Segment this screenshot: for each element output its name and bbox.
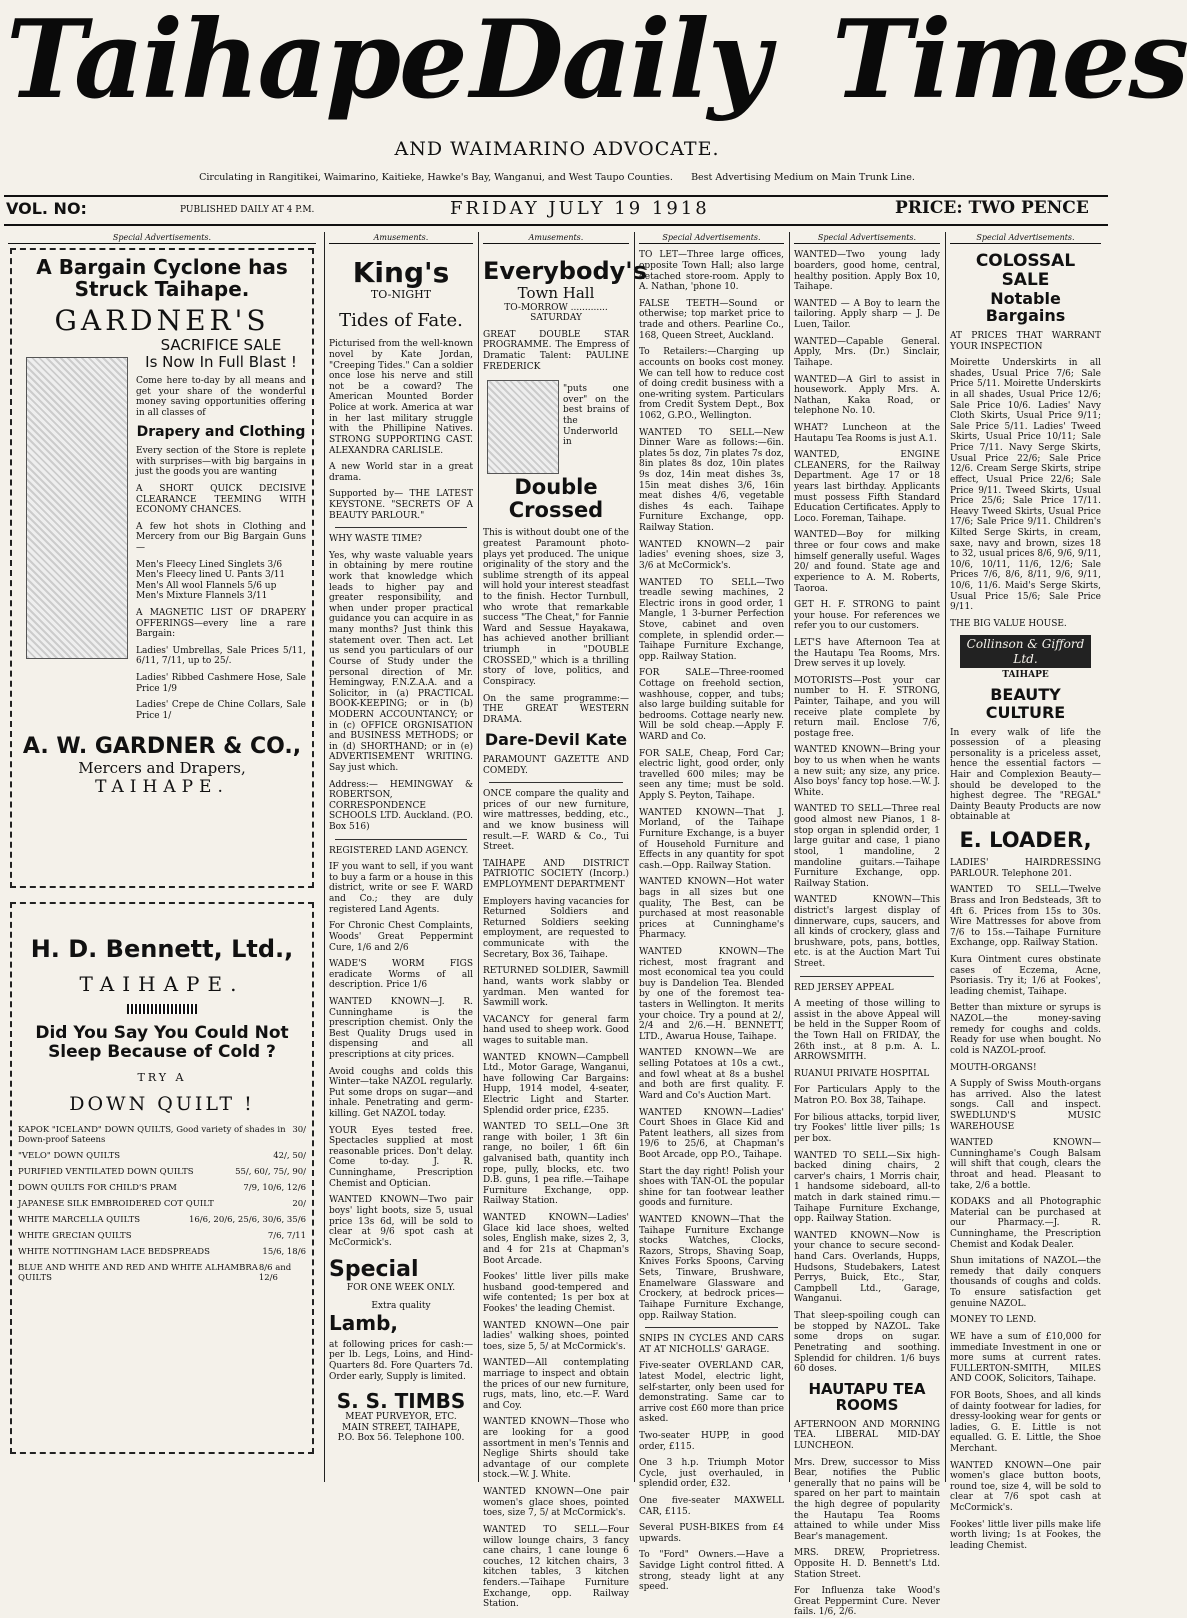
ad-text: WANTED TO SELL—Twelve Brass and Iron Bedsteads, 3ft to 4ft 6. Prices from 15s to 30s. Wire Mattresses for above from 7/6 to 15s.—Taihape Furniture Exchange, opp. Railway Station. — [950, 885, 1101, 949]
gardner-name: GARDNER'S — [54, 304, 270, 338]
ad-text: Five-seater OVERLAND CAR, latest Model, electric light, self-starter, only been used for demonstrating. Same car to arrive cost £60 more than price asked. — [639, 1361, 784, 1425]
gardner-firm: A. W. GARDNER & CO., — [22, 734, 302, 760]
quilt-price: 15/6, 18/6 — [262, 1247, 306, 1258]
quilt-desc: WHITE GRECIAN QUILTS — [18, 1231, 132, 1242]
big-value: THE BIG VALUE HOUSE. — [950, 618, 1067, 629]
timbs-line: MEAT PURVEYOR, ETC. — [345, 1412, 457, 1423]
ornament — [127, 1004, 197, 1014]
ad-text: WHAT? Luncheon at the Hautapu Tea Rooms is just A.1. — [794, 422, 940, 444]
gardner-heading-2: A SHORT QUICK DECISIVE CLEARANCE TEEMING WITH ECONOMY CHANCES. — [136, 483, 306, 516]
ad-text: FOR Boots, Shoes, and all kinds of dainty footwear for ladies, for dressy-looking wear for gents or ladies, G. E. Little is not equalled. G. E. Little, the Shoe Merchant. — [950, 1390, 1101, 1454]
column-head: Special Advertisements. — [950, 232, 1101, 244]
quilt-price: 30/ — [292, 1125, 306, 1136]
men-list-4: Men's Mixture Flannels 3/11 — [136, 591, 268, 602]
separator — [489, 782, 623, 783]
ad-text: LET'S have Afternoon Tea at the Hautapu Tea Rooms, Mrs. Drew serves it up lovely. — [794, 637, 940, 670]
column-head: Amusements. — [483, 232, 629, 244]
ad-text: WANTED KNOWN—2 pair ladies' evening shoes, size 3, 3/6 at McCormick's. — [639, 539, 784, 571]
ad-text: Start the day right! Polish your shoes with TAN-OL the popular shine for tan footwear leather goods and furniture. — [639, 1166, 784, 1209]
quilt-row — [18, 1215, 306, 1225]
kings-text-3: Supported by— THE LATEST KEYSTONE. "SECRETS OF A BEAUTY PARLOUR." — [329, 489, 473, 521]
gardner-text-2: Every section of the Store is replete with surprises—with big bargains in just the goods you are wanting — [136, 446, 306, 478]
bennett-ad — [10, 902, 314, 1454]
ad-text: VACANCY for general farm hand used to sheep work. Good wages to suitable man. — [483, 1014, 629, 1046]
quilt-desc: PURIFIED VENTILATED DOWN QUILTS — [18, 1167, 194, 1178]
kings-text-2: A new World star in a great drama. — [329, 462, 473, 483]
columns — [0, 232, 1114, 1618]
bennett-try: TRY A — [137, 1070, 187, 1084]
same-programme: On the same programme:— THE GREAT WESTERN DRAMA. — [483, 693, 629, 725]
notable-bargains: Notable Bargains — [985, 288, 1066, 326]
everybody-title: Everybody's — [483, 257, 647, 286]
bennett-question: Did You Say You Could Not Sleep Because of Cold ? — [35, 1023, 289, 1063]
published: PUBLISHED DAILY AT 4 P.M. — [180, 205, 315, 215]
sale-list: Moirette Underskirts in all shades, Usual Price 7/6; Sale Price 5/11. Moirette Underskirts in all shades, Usual Price 12/6; Sale Price 10/6. Ladies' Navy Cloth Skirts, Usual Price 9/11; Sale Price 5/11. Ladies' Tweed Skirts, Usual Price 10/11; Sale Price 7/11. Navy Serge Skirts, Usual Price 22/6; Sale Price 12/6. Cream Serge Skirts, stripe effect, Usual Price 22/6; Sale Price 9/11. Tweed Skirts, Usual Price 25/6; Sale Price 17/11. Heavy Tweed Skirts, Usual Price 17/6; Sale Price 9/11. Children's Kilted Serge Skirts, in cream, saxe, navy and brown, sizes 18 to 32, usual prices 8/6, 9/6, 9/11, 10/6, 10/11, 11/6, 12/6; Sale Prices 7/6, 8/6, 8/11, 9/6, 9/11, 10/6, 11/6. Maid's Serge Skirts, Usual Price 15/6; Sale Price 9/11. — [950, 358, 1101, 613]
film-title: Tides of Fate. — [339, 310, 463, 332]
heading: REGISTERED LAND AGENCY. — [329, 845, 469, 856]
beauty-culture: BEAUTY CULTURE — [985, 685, 1066, 722]
ad-text: A Supply of Swiss Mouth-organs has arrived. Also the latest songs. Call and inspect. SWEDLUND'S MUSIC WAREHOUSE — [950, 1079, 1101, 1132]
gardner-text-4: A MAGNETIC LIST OF DRAPERY OFFERINGS—every line a rare Bargain: — [136, 607, 306, 640]
rule-top — [4, 195, 1108, 197]
column-4 — [634, 232, 788, 1593]
gardner-text-5: Ladies' Umbrellas, Sale Prices 5/11, 6/11, 7/11, up to 25/. — [136, 645, 306, 667]
ad-text: WANTED KNOWN—Ladies' Court Shoes in Glace Kid and Patent leathers, all sizes from 19/6 to 25/6, at Chapman's Boot Arcade, opp P.O., Taihape. — [639, 1107, 784, 1160]
quilt-desc: WHITE MARCELLA QUILTS — [18, 1215, 141, 1226]
ad-text: WANTED KNOWN—Bring your boy to us when when he wants a new suit; any size, any price. Also boys' fancy top hose.—W. J. White. — [794, 745, 940, 798]
ad-text: WANTED KNOWN—Hot water bags in all sizes but one quality, The Best, can be purchased at most reasonable prices at Cunninghame's Pharmacy. — [639, 877, 784, 941]
gardner-text-7: Ladies' Crepe de Chine Collars, Sale Price 1/ — [136, 700, 306, 721]
ad-text: WANTED KNOWN—This district's largest display of dinnerware, cups, saucers, and all kinds of crockery, glass and brushware, pots, pans, bottles, etc. is at the Auction Mart Tui Street. — [794, 895, 940, 969]
programme-text: GREAT DOUBLE STAR PROGRAMME. The Empress of Dramatic Talent: PAULINE FREDERICK — [483, 329, 629, 372]
ad-text: WANTED KNOWN—Campbell Ltd., Motor Garage, Wanganui, have following Car Bargains: Hupp, 1914 model, 4-seater, Electric Light and Starter. Splendid order price, £235. — [483, 1052, 629, 1116]
gardner-figure-area — [18, 337, 136, 727]
quilt-price: 42/, 50/ — [273, 1151, 306, 1162]
ad-text: Shun imitations of NAZOL—the remedy that daily conquers thousands of coughs and colds. To ensure satisfaction get genuine NAZOL. — [950, 1256, 1101, 1309]
heading: WHY WASTE TIME? — [329, 534, 422, 545]
ad-text: GET H. F. STRONG to paint your house. For references we refer you to our customers. — [794, 600, 940, 632]
heading: TAIHAPE AND DISTRICT PATRIOTIC SOCIETY (Incorp.) EMPLOYMENT DEPARTMENT — [483, 858, 629, 891]
men-list-3: Men's All wool Flannels 5/6 up — [136, 580, 277, 591]
ad-text: A meeting of those willing to assist in the above Appeal will be held in the Supper Room of the Town Hall on FRIDAY, the 26th inst., at 8 p.m. A. L. ARROWSMITH. — [794, 999, 940, 1063]
quilt-row — [18, 1263, 306, 1283]
bennett-product: DOWN QUILT ! — [69, 1092, 255, 1115]
ad-text: For Chronic Chest Complaints, Woods' Great Peppermint Cure, 1/6 and 2/6 — [329, 921, 473, 953]
school-text: Yes, why waste valuable years in obtaining by mere routine work that knowledge which leads to higher pay and greater responsibility, and when under proper practical guidance you can acquire in as many months? Just think this statement over. Then act. Let us send you particulars of our Course of Study under the personal direction of Mr. Hemingway, F.N.Z.A.A. and a Solicitor, in (a) PRACTICAL BOOK-KEEPING; or in (b) MODERN ACCOUNTANCY; or in (c) OFFICE ORGNISATION and BUSINESS METHODS; or in (d) SHORTHAND; or in (e) ADVERTISEMENT WRITING. Say just which. — [329, 550, 473, 773]
ad-text: WANTED KNOWN—Two pair boys' light boots, size 5, usual price 13s 6d, will be sold to clear at 9/6 spot cash at McCormick's. — [329, 1195, 473, 1248]
column-3 — [478, 232, 647, 1610]
ad-text: Avoid coughs and colds this Winter—take NAZOL regularly. Put some drops on sugar—and inhale. Penetrating and germ-killing. Get NAZOL today. — [329, 1066, 473, 1120]
drapery-heading: Drapery and Clothing — [136, 423, 306, 440]
ad-text: FOR SALE—Three-roomed Cottage on freehold section, washhouse, copper, and tubs; also large building suitable for bedrooms. Cottage nearly new. Will be sold cheap.—Apply F. WARD and Co. — [639, 668, 784, 743]
lamb-heading: Lamb, — [329, 1310, 398, 1335]
ad-text: Fookes' little liver pills make life worth living; 1s at Fookes, the leading Chemist. — [950, 1519, 1101, 1551]
title-times: Times — [832, 0, 1187, 123]
ad-text: ONCE compare the quality and prices of our new furniture, wire mattresses, bedding, etc., and we know business will result.—F. WARD & Co., Tui Street. — [483, 789, 629, 853]
inspection: AT PRICES THAT WARRANT YOUR INSPECTION — [950, 331, 1101, 352]
ad-text: For bilious attacks, torpid liver, try Fookes' little liver pills; 1s per box. — [794, 1112, 940, 1144]
ad-text: For Influenza take Wood's Great Peppermint Cure. Never fails. 1/6, 2/6. — [794, 1586, 940, 1618]
quilt-desc: DOWN QUILTS FOR CHILD'S PRAM — [18, 1183, 177, 1194]
colossal-sale: COLOSSAL SALE — [975, 251, 1076, 291]
masthead — [0, 0, 1187, 238]
ad-text: MOTORISTS—Post your car number to H. F. STRONG, Painter, Taihape, and you will receive plate complete by return mail. Enclose 7/6, postage free. — [794, 675, 940, 739]
quilt-row — [18, 1183, 306, 1193]
ad-text: MRS. DREW, Proprietress. Opposite H. D. Bennett's Ltd. Station Street. — [794, 1548, 940, 1580]
quilt-price: 8/6 and 12/6 — [258, 1263, 292, 1284]
gardner-headline: A Bargain Cyclone has Struck Taihape. — [36, 255, 288, 302]
column-2 — [324, 232, 477, 1482]
quilt-desc: KAPOK "ICELAND" DOWN QUILTS, Good variety of shades in Down-proof Sateens — [18, 1125, 286, 1146]
collinson-town: TAIHAPE — [1002, 669, 1049, 680]
actress-portrait — [487, 380, 559, 474]
ad-text: WANTED KNOWN—J. R. Cunninghame is the prescription chemist. Only the Best Quality Drugs used in dispensing and all prescriptions at city prices. — [329, 996, 473, 1060]
separator — [645, 1327, 778, 1328]
ad-text: WANTED — A Boy to learn the tailoring. Apply sharp — J. De Luen, Tailor. — [794, 298, 940, 331]
ad-text: WANTED, ENGINE CLEANERS, for the Railway Department. Age 17 or 18 years last birthday. Applicants must possess Fifth Standard Education Certificates. Apply to Loco. Foreman, Taihape. — [794, 450, 940, 524]
ad-text: That sleep-spoiling cough can be stopped by NAZOL. Take some drops on sugar. Penetrating and soothing. Splendid for children. 1/6 buys 60 doses. — [794, 1311, 940, 1375]
men-list-2: Men's Fleecy lined U. Pants 3/11 — [136, 570, 286, 581]
ad-text: Mrs. Drew, successor to Miss Bear, notifies the Public generally that no pains will be spared on her part to maintain the high degree of popularity the Hautapu Tea Rooms attained to while under Miss Bear's management. — [794, 1457, 940, 1542]
title-taihape: Taihape — [6, 0, 466, 123]
dare-devil-kate: Dare-Devil Kate — [484, 730, 628, 750]
ad-text: WANTED TO SELL—Three real good almost new Pianos, 1 8-stop organ in splendid order, 1 large guitar and case, 1 piano stool, 1 mandoline, 2 mandoline guitars.—Taihape Furniture Exchange, opp. Railway Station. — [794, 804, 940, 889]
heading: MOUTH-ORGANS! — [950, 1062, 1037, 1073]
quilt-price: 7/9, 10/6, 12/6 — [243, 1183, 306, 1194]
ad-text: In every walk of life the possession of a pleasing personality is a priceless asset, hence the essential factors —Hair and Complexion Beauty— should be developed to the highest degree. The "REGAL" Dainty Beauty Products are now obtainable at — [950, 727, 1101, 823]
tea-rooms-heading: HAUTAPU TEA ROOMS — [808, 1379, 926, 1415]
lamb-prices: at following prices for cash:— per lb. Legs, Loins, and Hind-Quarters 8d. Fore Quarters 7d. Order early, Supply is limited. — [329, 1339, 473, 1382]
volume: VOL. NO: — [6, 199, 87, 218]
gardner-text-3: A few hot shots in Clothing and Mercery from our Big Bargain Guns— — [136, 521, 306, 553]
ad-text: To Retailers:—Charging up accounts on books cost money. We can tell how to reduce cost of doing credit business with a one-writing system. Particulars from Credit System Dept., Box 1062, G.P.O., Wellington. — [639, 347, 784, 421]
quilt-price: 7/6, 7/11 — [267, 1231, 306, 1242]
issue-date: FRIDAY JULY 19 1918 — [450, 198, 710, 219]
quilt-desc: JAPANESE SILK EMBROIDERED COT QUILT — [18, 1199, 214, 1210]
ad-text: For Particulars Apply to the Matron P.O. Box 38, Taihape. — [794, 1085, 940, 1107]
column-head: Special Advertisements. — [794, 232, 940, 244]
full-blast: Is Now In Full Blast ! — [145, 352, 297, 371]
ad-text: RETURNED SOLDIER, Sawmill hand, wants work slabby or yardman. Men wanted for Sawmill work. — [483, 966, 629, 1009]
gardner-text-1: Come here to-day by all means and get your share of the wonderful money saving opportunities offering in all classes of — [136, 376, 306, 419]
ad-text: WANTED KNOWN—Ladies' Glace kid lace shoes, welted soles, English make, sizes 2, 3, and 4 for 21s at Chapman's Boot Arcade. — [483, 1213, 629, 1266]
quilt-desc: "VELO" DOWN QUILTS — [18, 1151, 121, 1162]
gazette: PARAMOUNT GAZETTE AND COMEDY. — [483, 754, 629, 776]
special-heading: Special — [329, 1257, 419, 1283]
tonight: TO-NIGHT — [370, 288, 432, 302]
quilt-desc: WHITE NOTTINGHAM LACE BEDSPREADS — [18, 1247, 210, 1258]
gardner-firm-2: Mercers and Drapers, — [78, 758, 246, 777]
ad-text: FALSE TEETH—Sound or otherwise; top market price to trade and others. Pearline Co., 168, Queen Street, Auckland. — [639, 298, 784, 341]
ad-text: WADE'S WORM FIGS eradicate Worms of all description. Price 1/6 — [329, 959, 473, 991]
ad-text: AFTERNOON AND MORNING TEA. LIBERAL MID-DAY LUNCHEON. — [794, 1419, 940, 1451]
quilt-price: 20/ — [292, 1199, 306, 1210]
column-5 — [789, 232, 944, 1618]
gardner-text-6: Ladies' Ribbed Cashmere Hose, Sale Price 1/9 — [136, 673, 306, 694]
ad-text: WANTED KNOWN—The richest, most fragrant and most economical tea you could buy is Dandelion Tea. Blended by one of the foremost tea-tasters in Wellington. It merits your choice. Try a pound at 2/, 2/4 and 2/6.—H. BENNETT, LTD., Awarua House, Taihape. — [639, 947, 784, 1042]
double-crossed: Double Crossed — [508, 475, 604, 523]
quilt-row — [18, 1167, 306, 1177]
price: PRICE: TWO PENCE — [895, 198, 1089, 218]
circulation-text: Circulating in Rangitikei, Waimarino, Kaitieke, Hawke's Bay, Wanganui, and West Taupo Counties. — [199, 172, 673, 183]
ad-text: WANTED KNOWN—That J. Morland, of the Taihape Furniture Exchange, is a buyer of Household Furniture and Effects in any quantity for spot cash.—Opp. Railway Station. — [639, 807, 784, 871]
ad-text: WANTED KNOWN—We are selling Potatoes at 10s a cwt., and fowl wheat at 8s a bushel and both are first quality. F. Ward and Co's Auction Mart. — [639, 1048, 784, 1101]
ad-text: YOUR Eyes tested free. Spectacles supplied at most reasonable prices. Don't delay. Come to-day. J. R. Cunninghame, Prescription Chemist and Optician. — [329, 1125, 473, 1189]
quilt-row — [18, 1125, 306, 1145]
ad-text: WANTED—All contemplating marriage to inspect and obtain the prices of our new furniture, rugs, mats, lino, etc.—F. Ward and Coy. — [483, 1358, 629, 1411]
column-1 — [4, 232, 320, 1482]
ad-text: WANTED TO SELL—Six high-backed dining chairs, 2 carver's chairs, 1 Morris chair, 1 handsome sideboard, all-to match in dark stained rimu.—Taihape Furniture Exchange, opp. Railway Station. — [794, 1150, 940, 1225]
quilt-row — [18, 1231, 306, 1241]
one-week: FOR ONE WEEK ONLY. — [346, 1282, 456, 1293]
extra-quality: Extra quality — [371, 1301, 431, 1312]
quilt-row — [18, 1247, 306, 1257]
ad-text: WANTED TO SELL—One 3ft range with boiler, 1 3ft 6in range, no boiler, 1 6ft 6in galvanised bath, quantity inch rope, pully, blocks, etc. two D.B. guns, 1 pea rifle.—Taihape Furniture Exchange, opp. Railway Station. — [483, 1122, 629, 1207]
quilt-price: 16/6, 20/6, 25/6, 30/6, 35/6 — [188, 1215, 306, 1226]
ad-text: FOR SALE, Cheap, Ford Car; electric light, good order, only travelled 600 miles; may be seen any time; must be sold. Apply S. Peyton, Taihape. — [639, 748, 784, 802]
subtitle: AND WAIMARINO ADVOCATE. — [394, 138, 720, 160]
ad-text: To "Ford" Owners.—Have a Savidge Light control fitted. A strong, steady light at any speed. — [639, 1550, 784, 1593]
ad-text: Two-seater HUPP, in good order, £115. — [639, 1430, 784, 1452]
ad-text: Fookes' little liver pills make husband good-tempered and wife contented; 1s per box at Fookes' the leading Chemist. — [483, 1272, 629, 1314]
heading: SNIPS IN CYCLES AND CARS AT AT NICHOLLS' GARAGE. — [639, 1334, 784, 1355]
ad-text: WANTED—Two young lady boarders, good home, central, healthy position. Apply Box 10, Taihape. — [794, 250, 940, 293]
ad-text: Employers having vacancies for Returned Soldiers and Returned Soldiers seeking employment, are requested to communicate with the Secretary, Box 36, Taihape. — [483, 896, 629, 960]
loader-name: E. LOADER, — [959, 828, 1092, 853]
timbs-name: S. S. TIMBS — [336, 1389, 466, 1414]
ad-text: WANTED TO SELL—Four willow lounge chairs, 3 fancy cane chairs, 1 cane lounge 6 couches, 12 kitchen chairs, 3 kitchen tables, 3 kitchen fenders.—Taihape Furniture Exchange, opp. Railway Station. — [483, 1524, 629, 1610]
ad-text: Better than mixture or syrups is NAZOL—the money-saving remedy for coughs and colds. Ready for use when bought. No cold is NAZOL-proof. — [950, 1003, 1101, 1056]
ad-text: WANTED KNOWN—That the Taihape Furniture Exchange stocks Watches, Clocks, Razors, Strops, Shaving Soap, Knives Forks Spoons, Carving Sets, Tinware, Brushware, Enamelware Glassware and Crockery, at bedrock prices—Taihape Furniture Exchange, opp. Railway Station. — [639, 1215, 784, 1321]
timbs-line: MAIN STREET, TAIHAPE, — [342, 1422, 460, 1433]
men-list-1: Men's Fleecy Lined Singlets 3/6 — [136, 559, 283, 570]
ad-text: WANTED TO SELL—Two treadle sewing machines, 2 Electric irons in good order, 1 Mangle, 1 3-burner Perfection Stove, cabinet and oven complete, in splendid order.—Taihape Furniture Exchange, opp. Railway Station. — [639, 577, 784, 662]
ad-text: WANTED—A Girl to assist in housework. Apply Mrs. A. Nathan, Kaka Road, or telephone No. 10. — [794, 374, 940, 417]
ad-text: WANTED TO SELL—New Dinner Ware as follows:—6in. plates 5s doz, 7in plates 7s doz, 8in plates 8s doz, 10in plates 9s doz, 14in meat dishes 3s, 15in meat dishes 3/6, 16in meat dishes 4/6, vegetable dishes 4s each. Taihape Furniture Exchange, opp. Railway Station. — [639, 427, 784, 534]
ad-text: KODAKS and all Photographic Material can be purchased at our Pharmacy.—J. R. Cunninghame, the Prescription Chemist and Kodak Dealer. — [950, 1197, 1101, 1250]
separator — [335, 839, 467, 840]
ad-text: One five-seater MAXWELL CAR, £115. — [639, 1496, 784, 1517]
quilt-row — [18, 1199, 306, 1209]
tomorrow: TO-MORROW ............. SATURDAY — [504, 302, 608, 324]
gardner-ad — [10, 248, 314, 888]
ad-text: WANTED KNOWN—Cunninghame's Cough Balsam will shift that cough, clears the throat and head. Pleasant to take, 2/6 a bottle. — [950, 1138, 1101, 1191]
sacrifice-sale: SACRIFICE SALE — [160, 336, 282, 355]
separator — [800, 976, 934, 977]
ad-text: WE have a sum of £10,000 for immediate Investment in one or more sums at current rates. FULLERTON-SMITH, MILES AND COOK, Solicitors, Taihape. — [950, 1331, 1101, 1385]
ad-text: WANTED KNOWN—Those who are looking for a good assortment in men's Tennis and Neglige Shirts should take advantage of our complete stock.—W. J. White. — [483, 1417, 629, 1481]
bennett-town: TAIHAPE. — [79, 971, 245, 996]
heading: RED JERSEY APPEAL — [794, 982, 894, 993]
rule-bottom — [4, 224, 1108, 226]
heading: RUANUI PRIVATE HOSPITAL — [794, 1068, 930, 1079]
quilt-row — [18, 1151, 306, 1161]
quilt-price: 55/, 60/, 75/, 90/ — [235, 1167, 306, 1178]
bennett-name: H. D. Bennett, Ltd., — [30, 935, 294, 964]
column-head: Special Advertisements. — [639, 232, 784, 244]
kings-title: King's — [352, 256, 450, 290]
kings-text-1: Picturised from the well-known novel by Kate Jordan, "Creeping Tides." Can a soldier once lose his nerve and still not be a coward? The American Mounted Border Police at work. America at war in her last military struggle with the Phillipine Natives. STRONG SUPPORTING CAST. ALEXANDRA CARLISLE. — [329, 339, 473, 456]
collinson-logo: Collinson & Gifford Ltd. — [960, 635, 1091, 667]
town-hall: Town Hall — [517, 283, 595, 302]
ad-text: Kura Ointment cures obstinate cases of Eczema, Acne, Psoriasis. Try it; 1/6 at Fookes', leading chemist, Taihape. — [950, 955, 1101, 997]
column-head: Special Advertisements. — [8, 232, 316, 244]
film-text: This is without doubt one of the greatest Paramount photo-plays yet produced. The unique originality of the story and the sublime strength of its appeal will hold your interest steadfast to the finish. Hector Turnbull, who wrote that remarkable success "The Cheat," for Fannie Ward and Sessue Hayakawa, has achieved another brilliant triumph in "DOUBLE CROSSED," which is a thrilling story of love, politics, and Conspiracy. — [483, 528, 629, 687]
timbs-line: P.O. Box 56. Telephone 100. — [337, 1433, 465, 1444]
ad-text: WANTED KNOWN—One pair ladies' walking shoes, pointed toes, size 5, 5/ at McCormick's. — [483, 1320, 629, 1352]
fashion-illustration — [26, 357, 128, 659]
ad-text: IF you want to sell, if you want to buy a farm or a house in this district, write or see F. WARD and Co.; they are duly registered Land Agents. — [329, 862, 473, 915]
ad-text: Several PUSH-BIKES from £4 upwards. — [639, 1523, 784, 1544]
ad-text: LADIES' HAIRDRESSING PARLOUR. Telephone 201. — [950, 858, 1101, 879]
advertising-text: Best Advertising Medium on Main Trunk Line. — [691, 172, 915, 183]
ad-text: WANTED KNOWN—One pair women's glace button boots, round toe, size 4, will be sold to clear at 7/6 spot cash at McCormick's. — [950, 1460, 1101, 1514]
ad-text: WANTED—Capable General. Apply, Mrs. (Dr.) Sinclair, Taihape. — [794, 336, 940, 368]
puts-one-over: "puts one over" on the best brains of the Underworld in — [563, 384, 629, 448]
quilt-desc: BLUE AND WHITE AND RED AND WHITE ALHAMBRA QUILTS — [18, 1263, 258, 1284]
ad-text: WANTED KNOWN—One pair women's glace shoes, pointed toes, size 7, 5/ at McCormick's. — [483, 1487, 629, 1519]
ad-text: WANTED—Boy for milking three or four cows and make himself generally useful. Wages 20/ and found. State age and experience to A. M. Roberts, Taoroa. — [794, 530, 940, 594]
heading: MONEY TO LEND. — [950, 1315, 1037, 1326]
column-head: Amusements. — [329, 232, 473, 244]
gardner-firm-3: TAIHAPE. — [95, 777, 229, 798]
ad-text: TO LET—Three large offices, opposite Town Hall; also large detached store-room. Apply to A. Nathan, 'phone 10. — [639, 250, 784, 293]
ad-text: One 3 h.p. Triumph Motor Cycle, just overhauled, in splendid order, £32. — [639, 1458, 784, 1490]
school-address: Address:— HEMINGWAY & ROBERTSON, CORRESPONDENCE SCHOOLS LTD. Auckland. (P.O. Box 516) — [329, 779, 473, 833]
title-daily: Daily — [470, 0, 769, 123]
ad-text: WANTED KNOWN—Now is your chance to secure second-hand Cars. Overlands, Hupps, Hudsons, Studebakers, Latest Perrys, Buick, Etc., Star, Campbell Ltd., Garage, Wanganui. — [794, 1230, 940, 1305]
column-6 — [945, 232, 1105, 1551]
circulation-line — [0, 172, 1114, 183]
separator — [335, 527, 467, 528]
